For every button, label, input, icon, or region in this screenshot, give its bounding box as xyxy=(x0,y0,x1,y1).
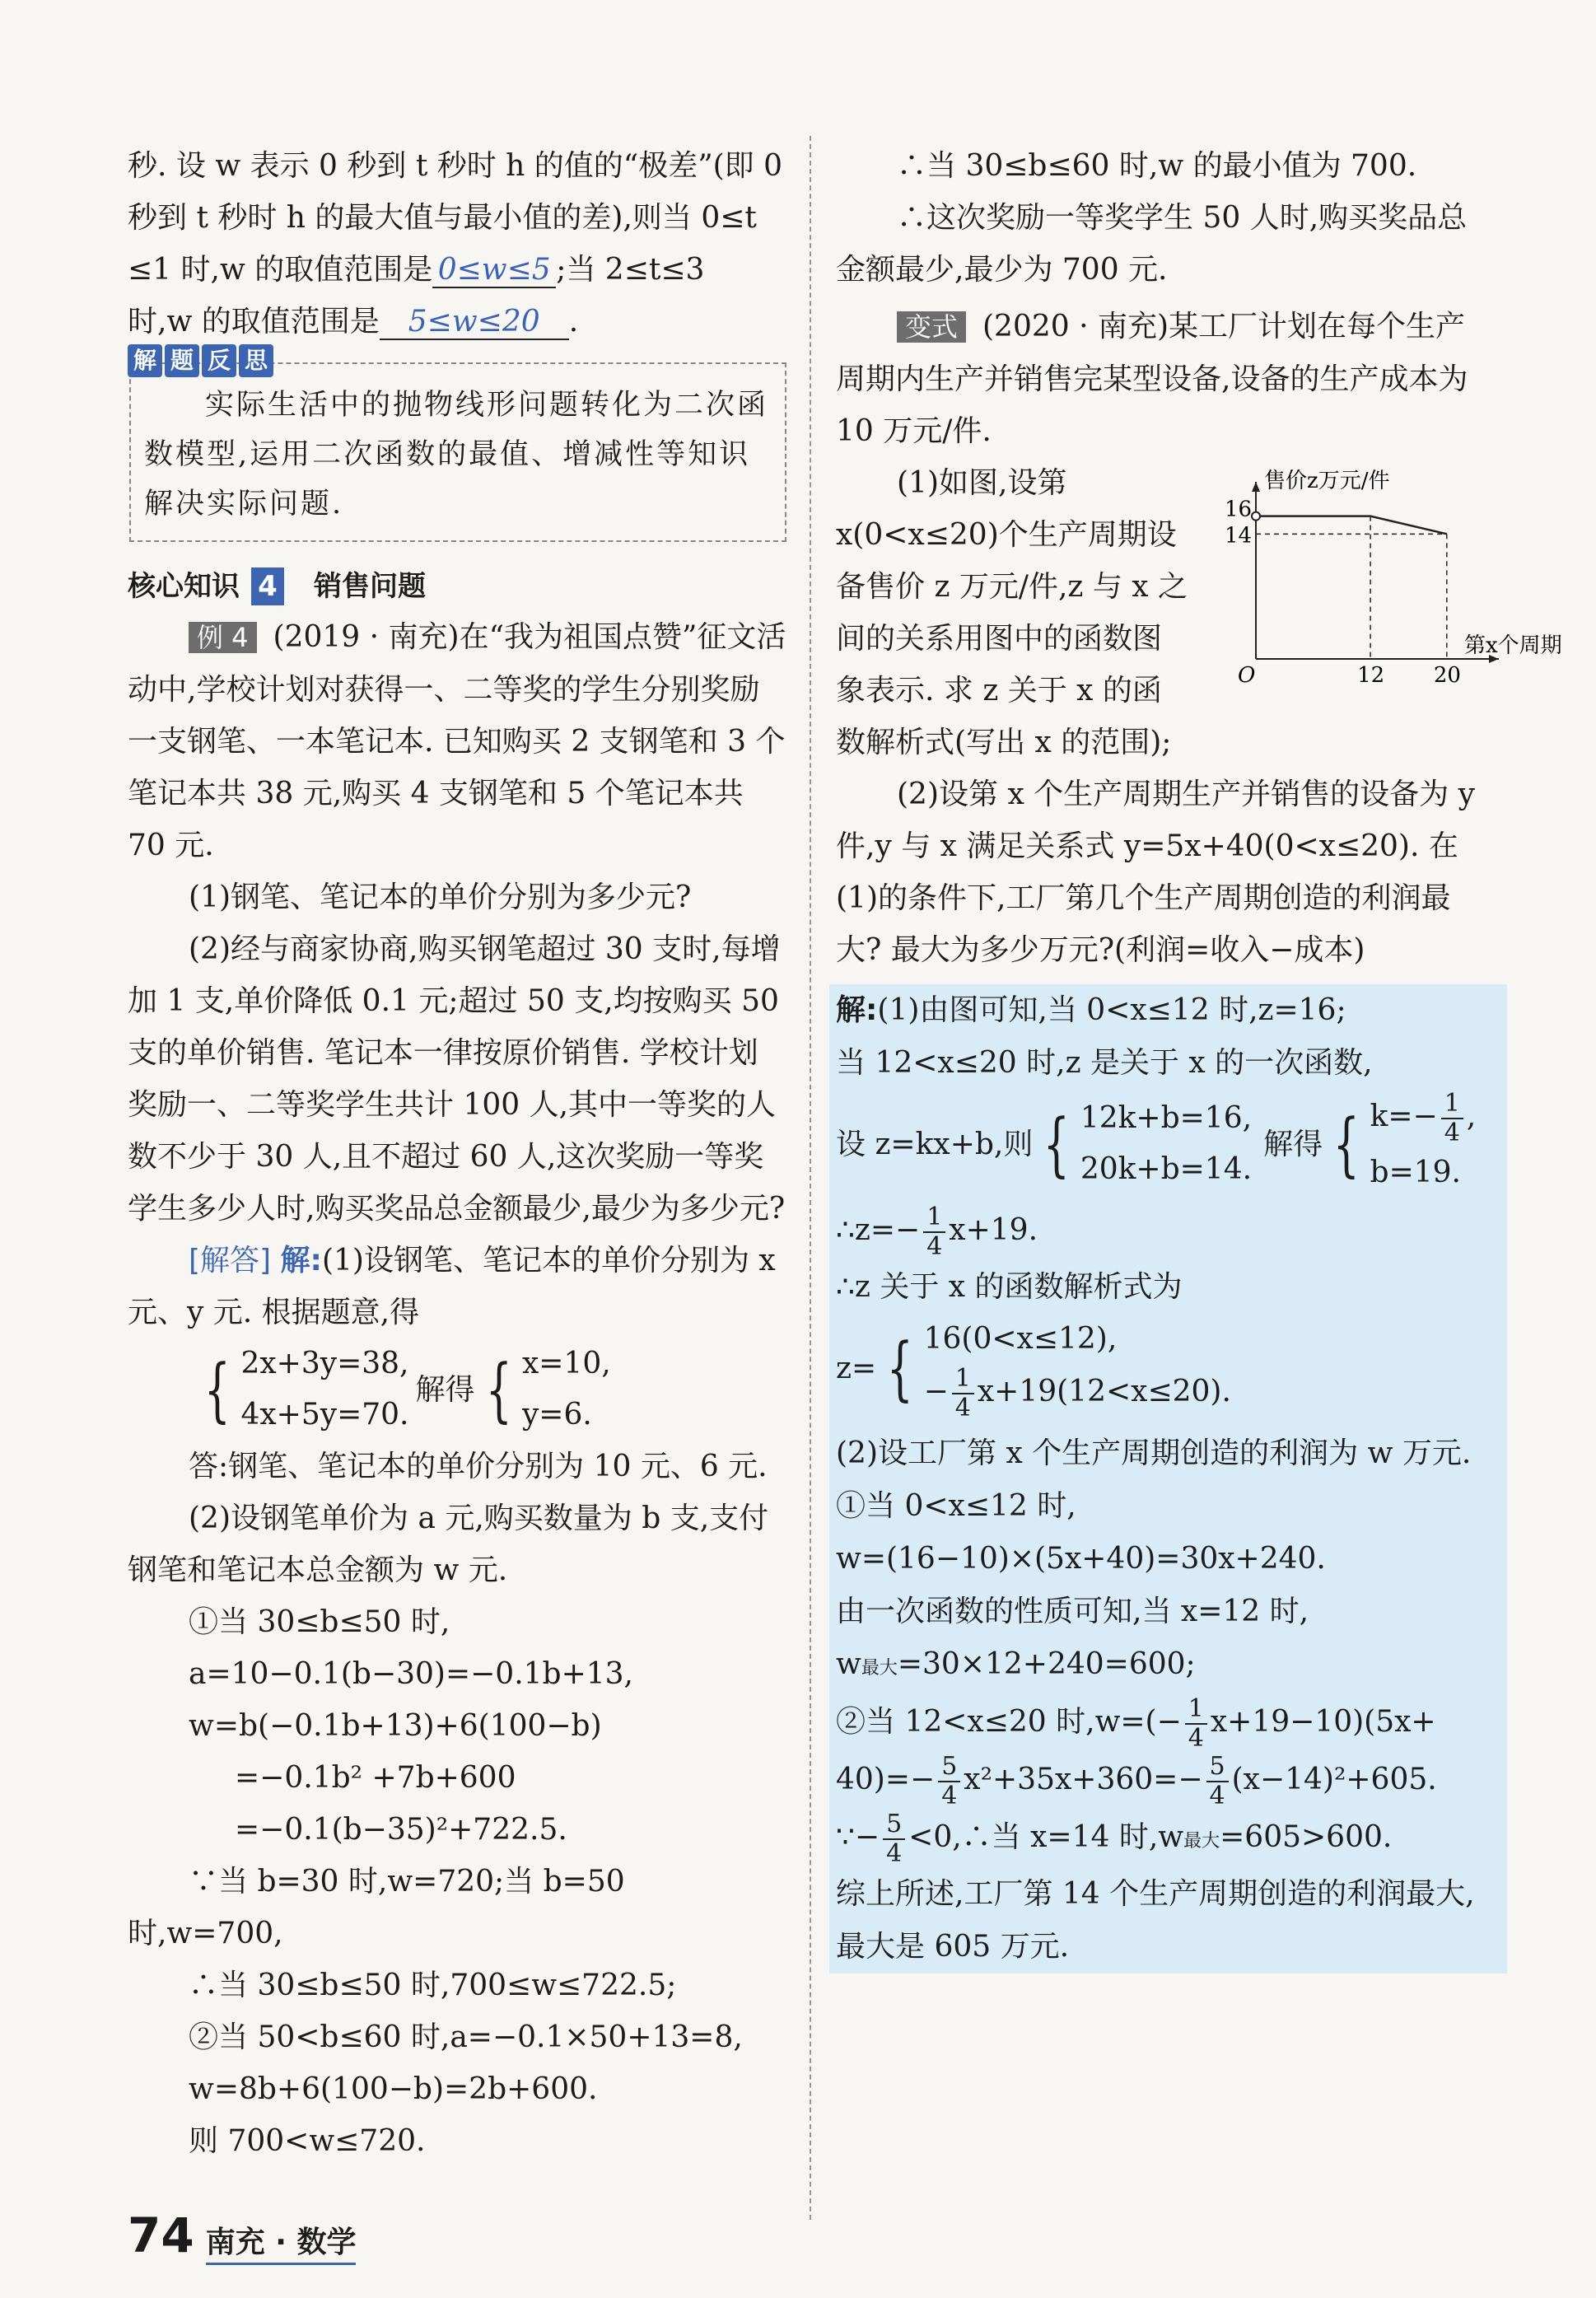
variant-problem: 变式 (2020 · 南充)某工厂计划在每个生产周期内生产并销售完某型设备,设备的生产成本为 10 万元/件. xyxy=(836,310,1468,448)
case-1-b: ∵当 b=30 时,w=720;当 b=50 时,w=700, xyxy=(128,1865,625,1950)
y-axis-label: 售价z万元/件 xyxy=(1264,469,1390,493)
case-1-w3: =−0.1(b−35)²+722.5. xyxy=(235,1813,567,1847)
equation-system-1: { 2x+3y=38, 4x+5y=70. 解得 { x=10, y=6. xyxy=(203,1347,611,1432)
question-1: (1)钢笔、笔记本的单价分别为多少元? xyxy=(189,880,692,914)
case-1-w: w=b(−0.1b+13)+6(100−b) xyxy=(189,1709,602,1743)
case-1-a: a=10−0.1(b−30)=−0.1b+13, xyxy=(189,1657,633,1691)
column-divider xyxy=(810,136,811,2220)
answer-part-2: (2)设钢笔单价为 a 元,购买数量为 b 支,支付钢笔和笔记本总金额为 w 元. xyxy=(128,1502,769,1587)
answer-blank-2: 5≤w≤20 xyxy=(380,306,569,340)
solution-box xyxy=(829,984,1507,1973)
sol-5: ∴z 关于 x 的函数解析式为 xyxy=(836,1270,1183,1304)
intro-line-3: ≤1 时,w 的取值范围是 0≤w≤5 ;当 2≤t≤3 xyxy=(128,253,705,287)
page-number: 74 xyxy=(128,2207,194,2263)
intro-line-4: 时,w 的取值范围是 5≤w≤20 . xyxy=(128,305,579,339)
case-2-result: 则 700<w≤720. xyxy=(189,2124,426,2158)
right-column xyxy=(836,140,1491,1973)
sol-6: z= { 16(0<x≤12), − $\frac{1}{4}$ x+19(12<x≤20). xyxy=(836,1322,1231,1422)
core-number: 4 xyxy=(251,567,284,605)
sol-2: 当 12<x≤20 时,z 是关于 x 的一次函数, xyxy=(836,1046,1373,1080)
y-tick-label-14: 14 xyxy=(1225,523,1253,549)
answer-blank-1: 0≤w≤5 xyxy=(432,254,556,288)
intro-line-1: 秒. 设 w 表示 0 秒到 t 秒时 h 的值的“极差”(即 0 xyxy=(128,149,783,183)
reflection-tag: 解 题 反 思 xyxy=(128,344,273,377)
variant-question-1: (1)如图,设第 x(0<x≤20)个生产周期设备售价 z 万元/件,z 与 x 之间的关系用图中的函数图象表示. 求 z 关于 x 的函数解析式(写出 x 的范围); xyxy=(836,466,1188,759)
case-1-w2: =−0.1b² +7b+600 xyxy=(235,1761,516,1795)
sol-9: 由一次函数的性质可知,当 x=12 时, xyxy=(836,1595,1309,1628)
right-line-2: ∴这次奖励一等奖学生 50 人时,购买奖品总金额最少,最少为 700 元. xyxy=(836,201,1468,287)
sol-11: ②当 12<x≤20 时,w=(− $\frac{1}{4}$ x+19−10)(5x+ xyxy=(836,1694,1436,1753)
sol-3: 设 z=kx+b,则 { 12k+b=16, 20k+b=14. 解得 { k=− $\frac{1}{4}$ , b=19. xyxy=(836,1089,1477,1189)
case-1-c: ∴当 30≤b≤50 时,700≤w≤722.5; xyxy=(189,1969,677,2002)
sol-13: ∵− $\frac{5}{4}$ <0,∴当 x=14 时,w最大=605>600. xyxy=(836,1810,1393,1868)
example-4: 例 4 (2019 · 南充)在“我为祖国点赞”征文活动中,学校计划对获得一、二等奖的学生分别奖励一支钢笔、一本笔记本. 已知购买 2 支钢笔和 3 个笔记本共 38 元,购买 4 支钢笔和 5 个笔记本共 70 元. xyxy=(128,620,786,862)
question-2: (2)经与商家协商,购买钢笔超过 30 支时,每增加 1 支,单价降低 0.1 元;超过 50 支,均按购买 50 支的单价销售. 笔记本一律按原价销售. 学校计划奖励一、二等奖学生共计 100 人,其中一等奖的人数不少于 30 人,且不超过 60 人,这次奖励一等奖学生多少人时,购买奖品总金额最少,最少为多少元? xyxy=(128,932,786,1226)
origin-label: O xyxy=(1238,663,1256,688)
case-2: ②当 50<b≤60 时,a=−0.1×50+13=8, xyxy=(189,2020,743,2054)
sol-10: w最大=30×12+240=600; xyxy=(836,1647,1196,1681)
sol-12: 40)=− $\frac{5}{4}$ x²+35x+360=− $\frac{5}{4}$ (x−14)²+605. xyxy=(836,1752,1437,1810)
variant-question-2: (2)设第 x 个生产周期生产并销售的设备为 y 件,y 与 x 满足关系式 y=5x+40(0<x≤20). 在(1)的条件下,工厂第几个生产周期创造的利润最大? 最大为多少万元?(利润=收入−成本) xyxy=(836,778,1475,967)
example-tag: 例 4 xyxy=(189,622,257,653)
intro-line-2: 秒到 t 秒时 h 的最大值与最小值的差),则当 0≤t xyxy=(128,201,757,235)
x-tick-label-20: 20 xyxy=(1433,663,1461,688)
core-knowledge-heading: 核心知识 4 销售问题 xyxy=(128,562,786,611)
x-tick-label-12: 12 xyxy=(1357,663,1385,688)
page-footer xyxy=(128,2207,356,2265)
answer-1-result: 答:钢笔、笔记本的单价分别为 10 元、6 元. xyxy=(189,1450,768,1483)
answer-part-1: [解答] 解:(1)设钢笔、笔记本的单价分别为 x 元、y 元. 根据题意,得 xyxy=(128,1244,776,1329)
sol-1: 解:(1)由图可知,当 0<x≤12 时,z=16; xyxy=(836,993,1346,1027)
left-column xyxy=(128,140,786,2167)
x-axis-label: 第x个周期 xyxy=(1464,633,1562,658)
case-1: ①当 30≤b≤50 时, xyxy=(189,1605,450,1639)
open-point xyxy=(1252,512,1260,521)
variant-tag: 变式 xyxy=(897,311,966,343)
right-line-1: ∴当 30≤b≤60 时,w 的最小值为 700. xyxy=(897,149,1417,183)
y-tick-label-16: 16 xyxy=(1225,497,1253,522)
price-chart xyxy=(1211,469,1562,692)
footer-text: 南充 · 数学 xyxy=(206,2219,357,2265)
price-chart-svg xyxy=(1211,469,1562,692)
y-axis-arrow xyxy=(1252,482,1260,492)
series-line xyxy=(1256,516,1447,535)
sol-14: 综上所述,工厂第 14 个生产周期创造的利润最大,最大是 605 万元. xyxy=(836,1877,1475,1964)
sol-7: (2)设工厂第 x 个生产周期创造的利润为 w 万元. ①当 0<x≤12 时, xyxy=(836,1436,1472,1523)
case-2-w: w=8b+6(100−b)=2b+600. xyxy=(189,2072,598,2106)
sol-8: w=(16−10)×(5x+40)=30x+240. xyxy=(836,1542,1326,1576)
reflection-text: 实际生活中的抛物线形问题转化为二次函数模型,运用二次函数的最值、增减性等知识解决实际问题. xyxy=(144,389,769,521)
reflection-box xyxy=(129,347,786,542)
sol-4: ∴z=− $\frac{1}{4}$ x+19. xyxy=(836,1203,1038,1261)
